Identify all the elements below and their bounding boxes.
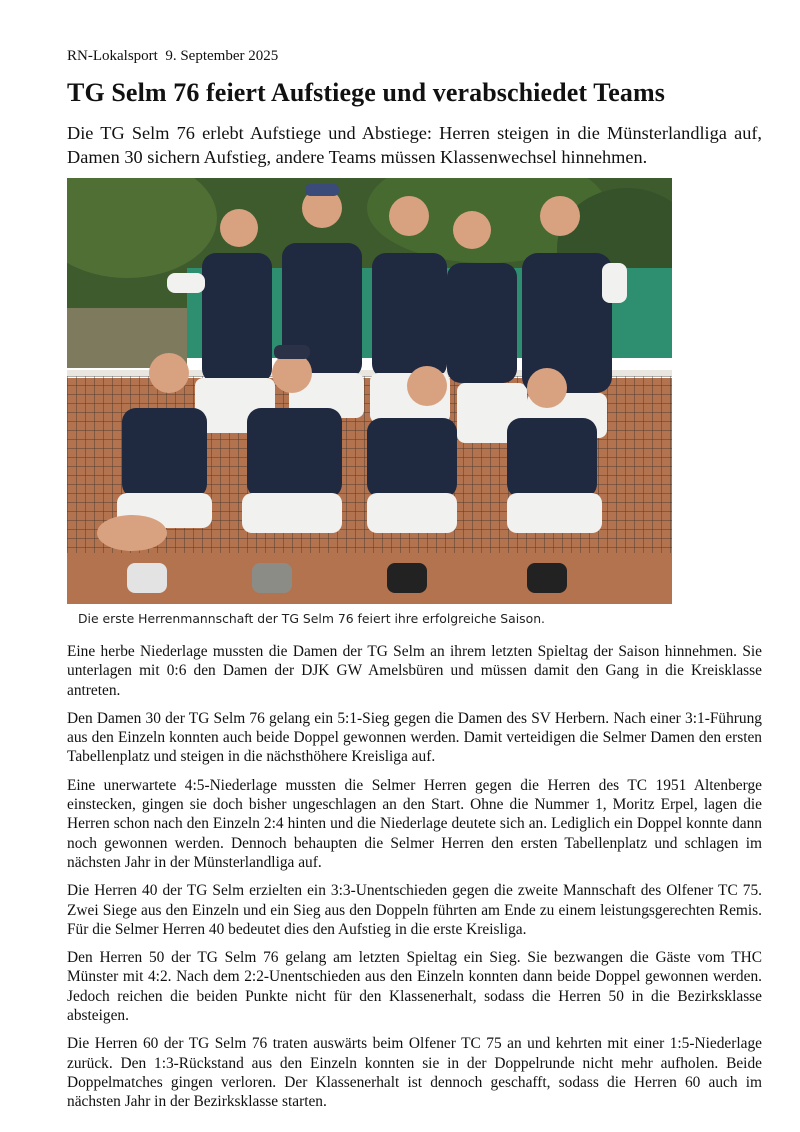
paragraph: Eine unerwartete 4:5-Niederlage mussten die Selmer Herren gegen die Herren des TC 1951 Altenberge einstecken, gingen sie doch bisher ungeschlagen an den Start. Ohne die Nummer 1, Moritz Erpel, lagen die Herren schon nach den Einzeln 2:4 hinten und die Niederlage deutete sich an. Lediglich ein Doppel konnte dann noch gewonnen werden. Dennoch behaupten die Selmer Herren den ersten Tabellenplatz und schlagen im nächsten Jahr in der Münsterlandliga auf. — [67, 776, 762, 871]
headline: TG Selm 76 feiert Aufstiege und verabschiedet Teams — [67, 78, 666, 107]
paragraph: Die Herren 60 der TG Selm 76 traten auswärts beim Olfener TC 75 an und kehrten mit einer 1:5-Niederlage zurück. Den 1:3-Rückstand aus den Einzeln konnten sie in der Doppelrunde nicht mehr aufholen. Beide Doppelmatches gingen verloren. Der Klassenerhalt ist dennoch geschafft, sodass die Herren 60 auch im nächsten Jahr in der Bezirksklasse starten. — [67, 1035, 762, 1111]
source-label: RN-Lokalsport — [67, 48, 158, 64]
photo-caption: Die erste Herrenmannschaft der TG Selm 76 feiert ihre erfolgreiche Saison. — [78, 611, 545, 626]
publish-date: 9. September 2025 — [165, 48, 279, 64]
paragraph: Eine herbe Niederlage mussten die Damen der TG Selm an ihrem letzten Spieltag der Saison hinnehmen. Sie unterlagen mit 0:6 den Damen der DJK GW Amelsbüren und müssen damit den Gang in die Kreisklasse antreten. — [67, 643, 762, 699]
paragraph: Die Herren 40 der TG Selm erzielten ein 3:3-Unentschieden gegen die zweite Mannschaft des Olfener TC 75. Zwei Siege aus den Einzeln und ein Sieg aus den Doppeln führten am Ende zu einem leistungsgerechten Remis. Für die Selmer Herren 40 bedeutet dies den Aufstieg in die erste Kreisliga. — [67, 882, 762, 938]
paragraph: Den Damen 30 der TG Selm 76 gelang ein 5:1-Sieg gegen die Damen des SV Herbern. Nach einer 3:1-Führung aus den Einzeln konnten auch beide Doppel gewonnen werden. Damit verteidigen die Selmer Damen den ersten Tabellenplatz und steigen in die nächsthöhere Kreisliga auf. — [67, 709, 762, 766]
article-meta — [67, 48, 278, 65]
lead-paragraph: Die TG Selm 76 erlebt Aufstiege und Abstiege: Herren steigen in die Münsterlandliga auf, Damen 30 sichern Aufstieg, andere Teams müssen Klassenwechsel hinnehmen. — [67, 123, 762, 167]
paragraph: Den Herren 50 der TG Selm 76 gelang am letzten Spieltag ein Sieg. Sie bezwangen die Gäste vom THC Münster mit 4:2. Nach dem 2:2-Unentschieden aus den Einzeln konnten dann beide Doppel gewonnen werden. Jedoch reichen die beiden Punkte nicht für den Klassenerhalt, sodass die Herren 50 in die Bezirksklasse absteigen. — [67, 949, 762, 1025]
team-photo — [67, 178, 672, 604]
article-body — [67, 642, 762, 1121]
